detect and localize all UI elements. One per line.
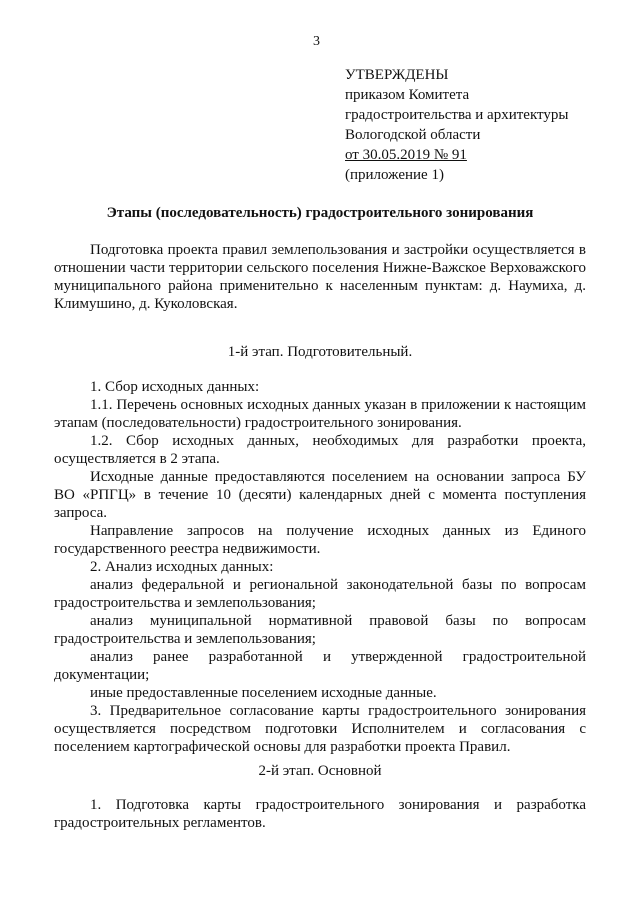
approval-committee: градостроительства и архитектуры (345, 107, 569, 123)
document-title: Этапы (последовательность) градостроительного зонирования (106, 205, 534, 221)
stage1-analysis-federal: анализ федеральной и региональной законодательной базы по вопросам градостроительства и землепользования; (54, 577, 586, 611)
stage2-item-1: 1. Подготовка карты градостроительного зонирования и разработка градостроительных регламентов. (54, 797, 586, 831)
approval-region: Вологодской области (345, 127, 481, 143)
stage1-requests: Направление запросов на получение исходных данных из Единого государственного реестра недвижимости. (54, 523, 586, 557)
stage2-heading: 2-й этап. Основной (258, 763, 382, 779)
stage1-analysis-municipal: анализ муниципальной нормативной правовой базы по вопросам градостроительства и землепользования; (54, 613, 586, 647)
stage1-item-1-1: 1.1. Перечень основных исходных данных указан в приложении к настоящим этапам (последовательности) градостроительного зонирования. (54, 397, 586, 431)
stage1-item-1: 1. Сбор исходных данных: (90, 379, 260, 395)
stage1-content (54, 378, 586, 756)
intro-text: Подготовка проекта правил землепользования и застройки осуществляется в отношении части территории сельского поселения Нижне-Важское Верховажского муниципального района применительно к населенным пунктам: д. Наумиха, д. Климушино, д. Куколовская. (54, 242, 586, 312)
stage1-source-data: Исходные данные предоставляются поселением на основании запроса БУ ВО «РПГЦ» в течение 10 (десяти) календарных дней с момента поступления запроса. (54, 469, 586, 521)
stage1-item-1-2: 1.2. Сбор исходных данных, необходимых для разработки проекта, осуществляется в 2 этапа. (54, 433, 586, 467)
stage1-heading: 1-й этап. Подготовительный. (227, 344, 413, 360)
approval-appendix: (приложение 1) (345, 167, 444, 183)
approval-date-number: от 30.05.2019 № 91 (345, 147, 467, 163)
stage2-content (54, 796, 586, 832)
stage1-analysis-other: иные предоставленные поселением исходные данные. (90, 685, 437, 701)
intro-paragraph (54, 241, 586, 313)
stage1-item-2: 2. Анализ исходных данных: (90, 559, 274, 575)
approval-order: приказом Комитета (345, 87, 470, 103)
stage1-analysis-prior-docs: анализ ранее разработанной и утвержденной градостроительной документации; (54, 649, 586, 683)
approval-title: УТВЕРЖДЕНЫ (345, 67, 449, 83)
approval-block (345, 65, 568, 185)
page-number: 3 (313, 34, 320, 49)
stage1-item-3: 3. Предварительное согласование карты градостроительного зонирования осуществляется посредством подготовки Исполнителем и согласования с поселением картографической основы для разработки проекта Правил. (54, 703, 586, 755)
